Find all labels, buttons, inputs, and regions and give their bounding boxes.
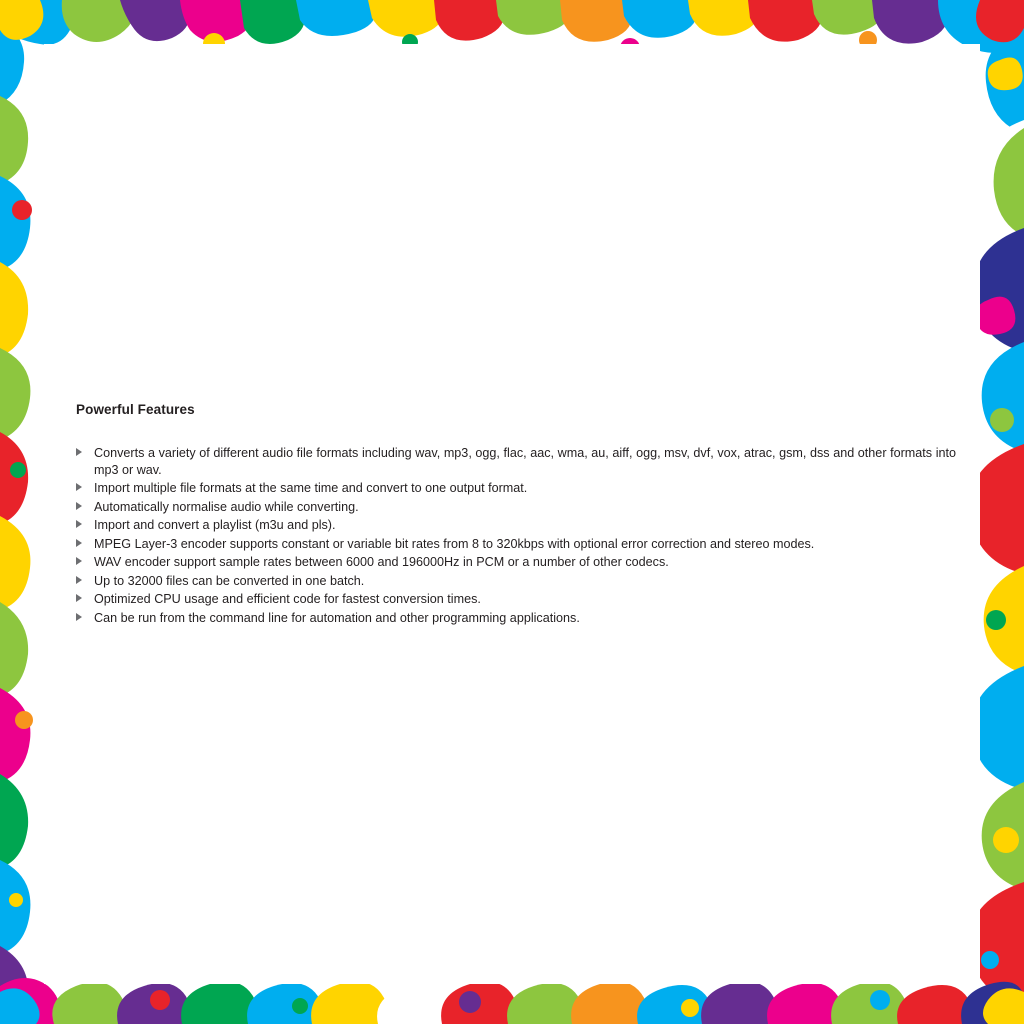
arrow-bullet-icon <box>76 502 82 510</box>
list-item <box>76 554 956 571</box>
list-item-text: MPEG Layer-3 encoder supports constant or variable bit rates from 8 to 320kbps with optional error correction and stereo modes. <box>94 536 815 551</box>
list-item <box>76 480 956 497</box>
list-item-text: Converts a variety of different audio file formats including wav, mp3, ogg, flac, aac, wma, au, aiff, ogg, msv, dvf, vox, atrac, gsm, dss and other formats into mp3 or wav. <box>94 446 956 477</box>
list-item-text: Optimized CPU usage and efficient code for fastest conversion times. <box>94 592 481 606</box>
list-item <box>76 573 956 590</box>
arrow-bullet-icon <box>76 483 82 491</box>
list-item-text: Automatically normalise audio while converting. <box>94 499 359 514</box>
document-page <box>44 44 980 984</box>
feature-list <box>76 445 956 626</box>
arrow-bullet-icon <box>76 576 82 584</box>
arrow-bullet-icon <box>76 520 82 528</box>
list-item <box>76 591 956 608</box>
list-item-text: Import multiple file formats at the same time and convert to one output format. <box>94 481 528 495</box>
arrow-bullet-icon <box>76 539 82 547</box>
list-item-text: Can be run from the command line for automation and other programming applications. <box>94 610 580 625</box>
arrow-bullet-icon <box>76 448 82 456</box>
document-body <box>76 402 956 628</box>
list-item-text: Import and convert a playlist (m3u and pls). <box>94 518 336 532</box>
arrow-bullet-icon <box>76 557 82 565</box>
list-item <box>76 517 956 534</box>
list-item-text: WAV encoder support sample rates between 6000 and 196000Hz in PCM or a number of other codecs. <box>94 555 669 569</box>
arrow-bullet-icon <box>76 613 82 621</box>
list-item <box>76 536 956 553</box>
list-item <box>76 499 956 516</box>
list-item-text: Up to 32000 files can be converted in one batch. <box>94 573 365 588</box>
list-item <box>76 445 956 478</box>
page-title: Powerful Features <box>76 402 195 417</box>
arrow-bullet-icon <box>76 594 82 602</box>
list-item <box>76 610 956 627</box>
